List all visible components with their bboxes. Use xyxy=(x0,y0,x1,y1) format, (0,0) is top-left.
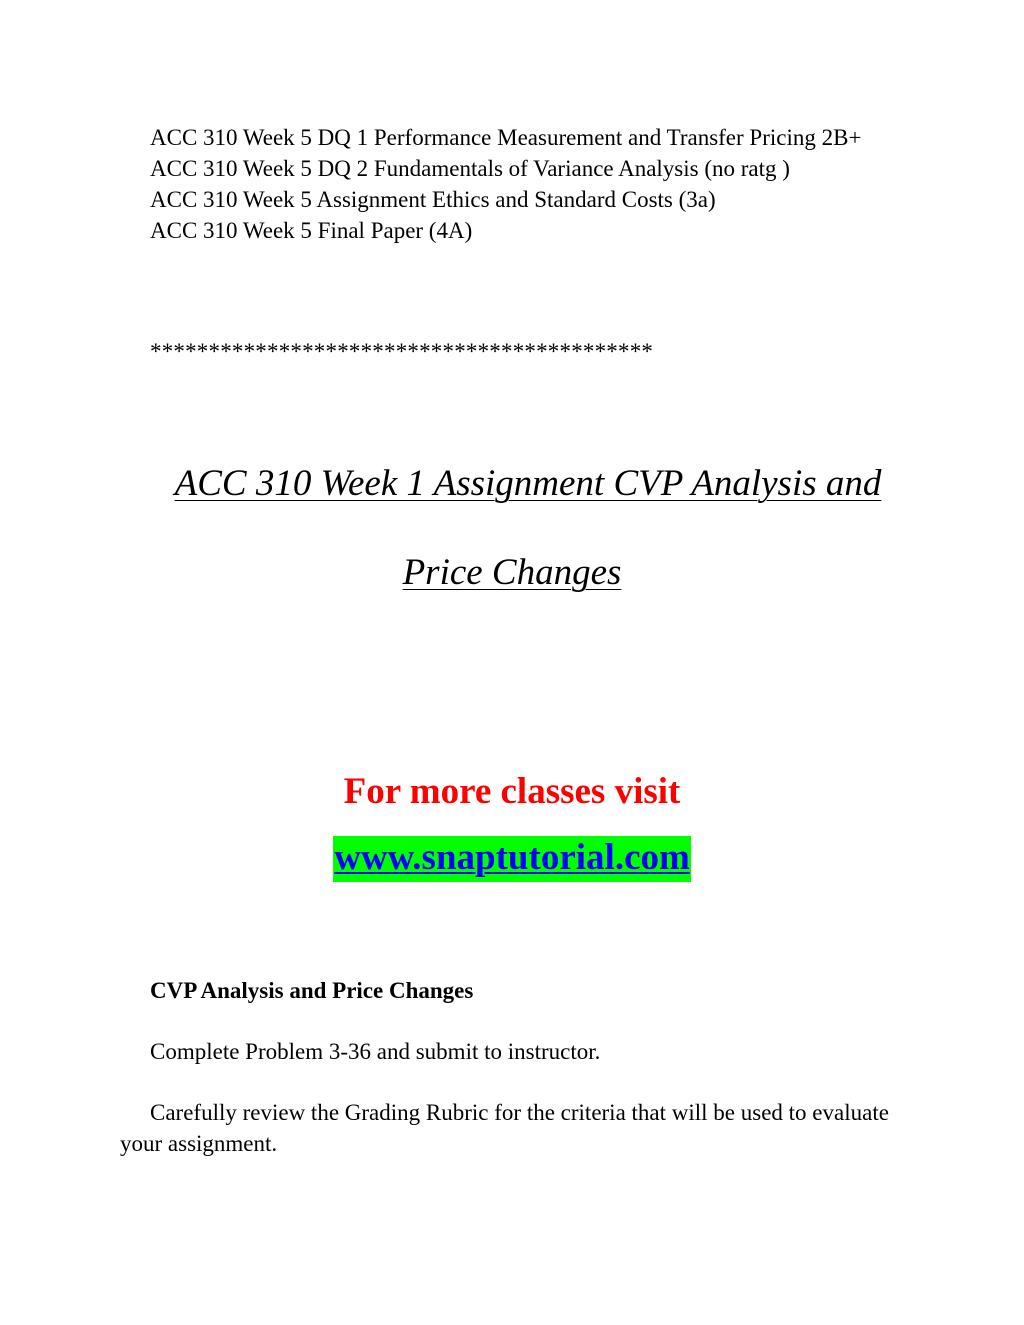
rubric-paragraph xyxy=(120,1097,900,1159)
promo-link-container xyxy=(0,836,1024,882)
course-list xyxy=(120,122,920,246)
instruction-paragraph xyxy=(120,1036,900,1067)
list-item: ACC 310 Week 5 DQ 2 Fundamentals of Variance Analysis (no ratg ) xyxy=(150,156,790,181)
document-title-line-2: Price Changes xyxy=(402,552,622,593)
section-heading xyxy=(120,975,900,1006)
list-item: ACC 310 Week 5 Assignment Ethics and Standard Costs (3a) xyxy=(150,187,716,212)
separator-line: ******************************************* xyxy=(150,339,654,364)
promo-heading: For more classes visit xyxy=(343,771,681,812)
section-heading-text: CVP Analysis and Price Changes xyxy=(150,978,474,1003)
list-item: ACC 310 Week 5 DQ 1 Performance Measurement and Transfer Pricing 2B+ xyxy=(150,125,862,150)
list-item: ACC 310 Week 5 Final Paper (4A) xyxy=(150,218,473,243)
document-title-line-1: ACC 310 Week 1 Assignment CVP Analysis and xyxy=(174,463,882,504)
website-link[interactable]: www.snaptutorial.com xyxy=(333,836,691,882)
rubric-text: Carefully review the Grading Rubric for the criteria that will be used to evaluate your assignment. xyxy=(120,1100,889,1156)
instruction-text: Complete Problem 3-36 and submit to instructor. xyxy=(150,1039,601,1064)
